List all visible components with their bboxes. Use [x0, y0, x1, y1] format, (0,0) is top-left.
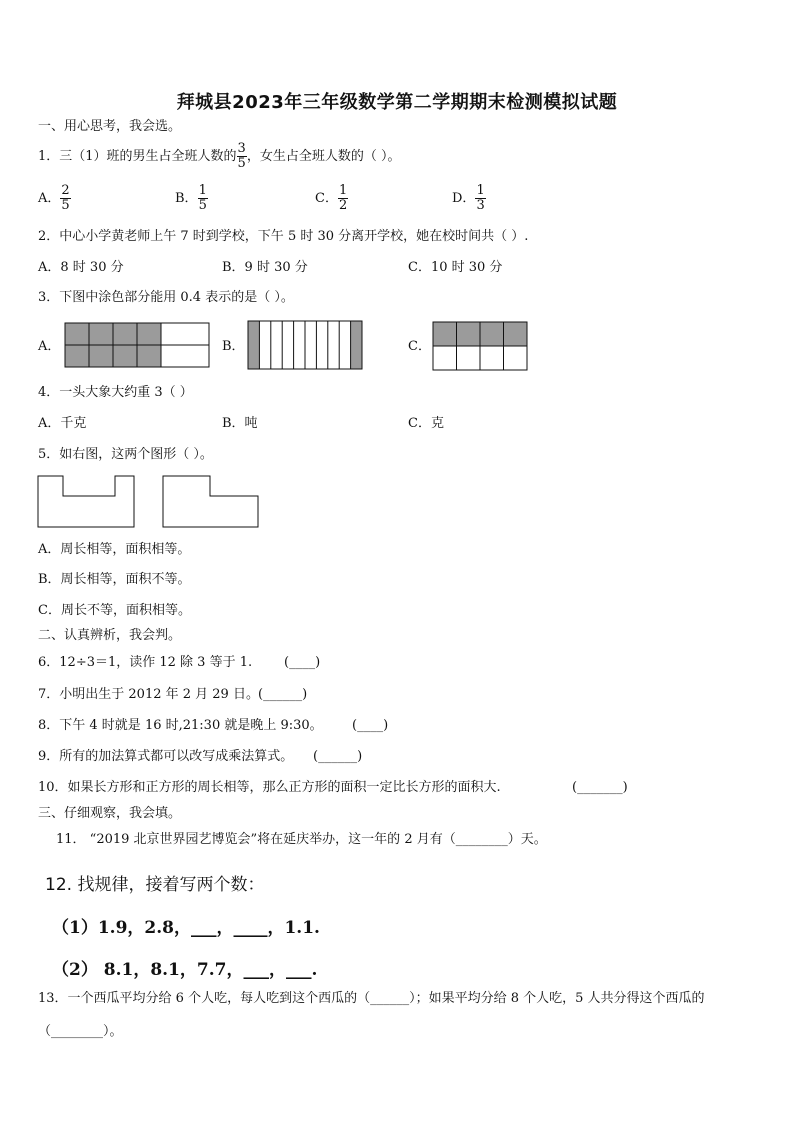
q3-grid-b	[247, 320, 363, 370]
option-letter: D．	[452, 191, 476, 206]
stepped-shape	[163, 476, 258, 527]
fraction-denominator: 5	[198, 198, 207, 213]
question-1-text-post: ，女生占全班人数的（ ）。	[246, 149, 401, 164]
section-3-heading: 三、仔细观察，我会填。	[38, 806, 182, 821]
fraction-numerator: 1	[338, 183, 348, 198]
q3-grid-a	[64, 322, 210, 368]
question-6: 6．12÷3＝1，读作 12 除 3 等于 1.	[38, 655, 253, 670]
section-1-heading: 一、用心思考，我会选。	[38, 119, 182, 134]
q4-option-a[interactable]: A．千克	[38, 416, 87, 431]
q5-figures	[36, 474, 268, 530]
q1-option-b[interactable]	[175, 184, 208, 214]
q2-option-b[interactable]: B．9 时 30 分	[222, 260, 308, 275]
q4-option-c[interactable]: C．克	[408, 416, 444, 431]
option-fraction	[198, 184, 208, 213]
option-letter: A．	[38, 191, 61, 206]
q2-option-c[interactable]: C．10 时 30 分	[408, 260, 503, 275]
question-8: 8．下午 4 时就是 16 时,21:30 就是晚上 9:30。	[38, 718, 323, 733]
fraction-denominator: 5	[61, 198, 70, 213]
option-letter: B．	[175, 191, 198, 206]
option-fraction	[60, 184, 70, 213]
notched-shape	[38, 476, 134, 527]
q9-answer-blank[interactable]: (______)	[313, 749, 363, 764]
q7-answer-blank[interactable]: (______)	[258, 687, 308, 702]
question-12-title: 12. 找规律，接着写两个数：	[45, 875, 265, 895]
q6-answer-blank[interactable]: (____)	[284, 655, 321, 670]
fraction-numerator: 3	[237, 141, 246, 156]
q8-answer-blank[interactable]: (____)	[352, 718, 389, 733]
q1-option-d[interactable]	[452, 184, 486, 214]
question-2: 2．中心小学黄老师上午 7 时到学校，下午 5 时 30 分离开学校，她在校时间共（ ）.	[38, 229, 529, 244]
option-letter: C．	[315, 191, 338, 206]
question-4: 4．一头大象大约重 3（ ）	[38, 385, 193, 400]
question-13-line-2[interactable]: （________）。	[38, 1024, 123, 1039]
fraction-denominator: 5	[237, 156, 246, 171]
fraction-denominator: 3	[476, 198, 485, 213]
page-title: 拜城县2023年三年级数学第二学期期末检测模拟试题	[176, 92, 618, 113]
question-3: 3．下图中涂色部分能用 0.4 表示的是（ ）。	[38, 290, 294, 305]
question-1-fraction	[237, 142, 247, 171]
fraction-numerator: 1	[476, 183, 485, 198]
q5-option-b[interactable]: B．周长相等，面积不等。	[38, 572, 191, 587]
question-9: 9．所有的加法算式都可以改写成乘法算式。	[38, 749, 294, 764]
question-11: 11． “2019 北京世界园艺博览会”将在延庆举办，这一年的 2 月有（________）天。	[56, 832, 547, 847]
question-10: 10．如果长方形和正方形的周长相等，那么正方形的面积一定比长方形的面积大.	[38, 780, 501, 795]
q4-option-b[interactable]: B．吨	[222, 416, 258, 431]
question-1	[38, 142, 400, 172]
q5-option-a[interactable]: A．周长相等，面积相等。	[38, 542, 191, 557]
q1-option-a[interactable]	[38, 184, 71, 214]
question-13-line-1: 13．一个西瓜平均分给 6 个人吃，每人吃到这个西瓜的（______）；如果平均分给 8 个人吃，5 人共分得这个西瓜的	[38, 991, 705, 1006]
q5-option-c[interactable]: C．周长不等，面积相等。	[38, 603, 191, 618]
section-2-heading: 二、认真辨析，我会判。	[38, 628, 182, 643]
fraction-numerator: 1	[198, 183, 207, 198]
q10-answer-blank[interactable]: (_______)	[572, 780, 628, 795]
question-7: 7．小明出生于 2012 年 2 月 29 日。	[38, 687, 259, 702]
question-5: 5．如右图，这两个图形（ ）。	[38, 447, 213, 462]
question-12-line-1: （1）1.9，2.8，___，____，1.1.	[52, 918, 320, 938]
q2-option-a[interactable]: A．8 时 30 分	[38, 260, 124, 275]
q3-option-b[interactable]: B．	[222, 339, 245, 354]
q3-option-a[interactable]: A．	[38, 339, 61, 354]
fraction-denominator: 2	[338, 198, 348, 213]
fraction-numerator: 2	[61, 183, 70, 198]
option-fraction	[338, 184, 348, 213]
q3-option-c[interactable]: C．	[408, 339, 431, 354]
question-12-line-2: （2） 8.1，8.1，7.7，___，___.	[52, 960, 318, 980]
q3-grid-c	[432, 321, 528, 371]
question-1-text-pre: 1．三（1）班的男生占全班人数的	[38, 149, 237, 164]
q1-option-c[interactable]	[315, 184, 348, 214]
option-fraction	[475, 184, 485, 213]
